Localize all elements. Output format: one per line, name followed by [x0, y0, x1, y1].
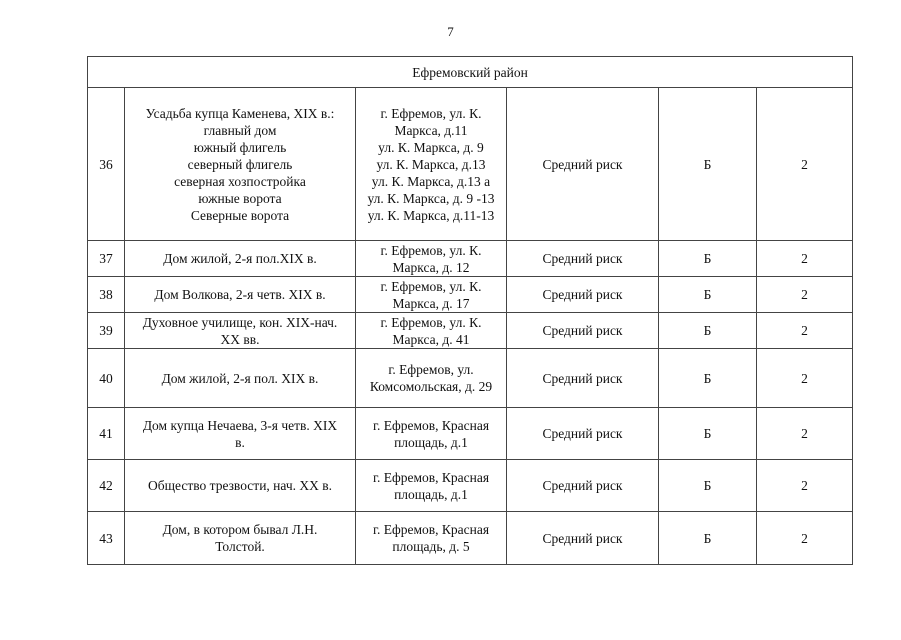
object-address: г. Ефремов, ул. К. Маркса, д. 17: [356, 277, 507, 313]
row-number: 37: [88, 241, 125, 277]
object-address: г. Ефремов, ул. Комсомольская, д. 29: [356, 349, 507, 408]
page-number: 7: [447, 24, 454, 39]
risk-level: Средний риск: [507, 349, 659, 408]
row-number: 42: [88, 460, 125, 512]
object-name: Дом жилой, 2-я пол.XIX в.: [125, 241, 356, 277]
risk-level: Средний риск: [507, 313, 659, 349]
risk-level: Средний риск: [507, 512, 659, 565]
class: 2: [757, 241, 853, 277]
object-address: г. Ефремов, ул. К. Маркса, д. 12: [356, 241, 507, 277]
category: Б: [659, 512, 757, 565]
row-number: 36: [88, 88, 125, 241]
row-number: 39: [88, 313, 125, 349]
object-name: Общество трезвости, нач. XX в.: [125, 460, 356, 512]
row-number: 43: [88, 512, 125, 565]
table-row: [88, 313, 853, 349]
class: 2: [757, 512, 853, 565]
class: 2: [757, 460, 853, 512]
object-name: Дом, в котором бывал Л.Н. Толстой.: [125, 512, 356, 565]
row-number: 41: [88, 408, 125, 460]
category: Б: [659, 88, 757, 241]
class: 2: [757, 349, 853, 408]
table-row: [88, 408, 853, 460]
category: Б: [659, 349, 757, 408]
row-number: 40: [88, 349, 125, 408]
risk-level: Средний риск: [507, 241, 659, 277]
object-address: г. Ефремов, Красная площадь, д. 5: [356, 512, 507, 565]
risk-level: Средний риск: [507, 408, 659, 460]
category: Б: [659, 277, 757, 313]
risk-level: Средний риск: [507, 460, 659, 512]
risk-level: Средний риск: [507, 88, 659, 241]
district-header-row: [88, 57, 853, 88]
class: 2: [757, 313, 853, 349]
row-number: 38: [88, 277, 125, 313]
table-row: [88, 349, 853, 408]
class: 2: [757, 88, 853, 241]
category: Б: [659, 241, 757, 277]
class: 2: [757, 408, 853, 460]
heritage-objects-table: [87, 56, 853, 565]
category: Б: [659, 313, 757, 349]
object-name: Дом жилой, 2-я пол. XIX в.: [125, 349, 356, 408]
table-row: [88, 241, 853, 277]
object-address: г. Ефремов, Красная площадь, д.1: [356, 408, 507, 460]
object-name: Духовное училище, кон. XIX-нач. XX вв.: [125, 313, 356, 349]
object-address: г. Ефремов, ул. К. Маркса, д.11 ул. К. Маркса, д. 9 ул. К. Маркса, д.13 ул. К. Маркса, д.13 а ул. К. Маркса, д. 9 -13 ул. К. Маркса, д.11-13: [356, 88, 507, 241]
district-name: Ефремовский район: [88, 57, 853, 88]
object-name: Дом Волкова, 2-я четв. XIX в.: [125, 277, 356, 313]
object-address: г. Ефремов, ул. К. Маркса, д. 41: [356, 313, 507, 349]
class: 2: [757, 277, 853, 313]
table-row: [88, 512, 853, 565]
table-row: [88, 460, 853, 512]
object-name: Дом купца Нечаева, 3-я четв. XIX в.: [125, 408, 356, 460]
risk-level: Средний риск: [507, 277, 659, 313]
category: Б: [659, 408, 757, 460]
object-address: г. Ефремов, Красная площадь, д.1: [356, 460, 507, 512]
object-name: Усадьба купца Каменева, XIX в.: главный дом южный флигель северный флигель северная хозпостройка южные ворота Северные ворота: [125, 88, 356, 241]
category: Б: [659, 460, 757, 512]
table-row: [88, 277, 853, 313]
table-row: [88, 88, 853, 241]
